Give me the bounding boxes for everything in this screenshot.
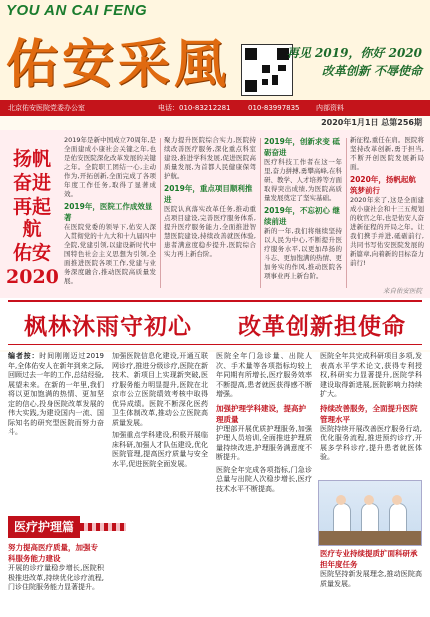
masthead-slogan-1: 再见 2019，你好 2020 [286,46,422,60]
rule [8,344,422,345]
internal-label: 内部资料 [316,104,344,112]
staff-head [392,495,402,505]
column-divider [260,138,261,288]
side-slogan [6,148,58,290]
section-banner: 医疗护理篇 [8,516,80,538]
staff-head [364,495,374,505]
signature: 来自佑安医院 [383,287,422,295]
desk [319,531,421,545]
subheading: 医疗专业持续提质扩面科研承担年度任务 [320,549,418,569]
top-right-column-1 [264,136,342,281]
side-slogan-line: 2020 [6,266,59,288]
lead-paragraph [8,352,104,438]
staff-head [336,495,346,505]
side-slogan-line: 佑安 [12,242,51,264]
side-slogan-line: 奋进 [12,172,51,194]
paragraph: 医院坚持新发展理念,推动医院高质量发展。 [320,570,422,588]
paragraph: 医院认真落实改革任务,推动重点项目建设,完善医疗服务体系,提升医疗服务能力,全面推进智慧医院建设,持续改善就医体验,患者满意度稳步提升,医院综合实力再上新台阶。 [164,205,256,258]
masthead-title: 佑安采風 [6,34,231,95]
column-divider [160,138,161,288]
banner-decoration [80,523,126,531]
article-column-1 [8,352,104,438]
masthead-pinyin: YOU AN CAI FENG [6,2,148,19]
side-slogan-line: 扬帆 [12,148,51,170]
publisher: 北京佑安医院党委办公室 [8,104,85,112]
top-section [0,130,430,298]
intro-paragraph: 2019年是新中国成立70周年,是全面建成小康社会关键之年,也是佑安医院深化改革发展的关键之年。全院职工团结一心,主动作为,开拓创新,全面完成了各项年度工作任务,取得了显著成效。 [64,136,156,198]
paragraph: 2020年来了,这是全面建成小康社会和十三五规划的收官之年,也是佑安人奋进新征程的开局之年。让我们携手并进,砥砺前行,共同书写佑安医院发展的新篇章,向着新的目标奋力前行! [350,196,424,267]
paragraph: 医院全年门急诊量、出院人次、手术量等各项指标均较上年同期有所增长,医疗服务效率不断提高,患者就医获得感不断增强。 [216,352,312,398]
top-left-column [64,136,156,286]
article-column-2 [112,352,208,469]
phone-1: 电话：010-83212281 [158,104,231,112]
paragraph: 医院全年完成各项指标,门急诊总量与出院人次稳步增长,医疗技术水平不断提高。 [216,465,312,493]
lead-text: 时间刚刚迈过2019年,全体佑安人在新年到来之际,回顾过去一年的工作,总结经验,展望未来。在新的一年里,我们将以更加饱满的热情、更加坚定的信心,投身医院改革发展的伟大实践,为建设国内一流、国际知名的研究型医院而努力奋斗。 [8,352,104,436]
paragraph: 加强医院信息化建设,开通互联网诊疗,推进分级诊疗,医院在新技术、新项目上实现新突破,医疗服务能力明显提升,医院在北京市公立医院绩效考核中取得优异成绩。医院不断深化医药卫生体制改革,推动公立医院高质量发展。 [112,352,208,427]
article-column-1-lower [8,542,104,593]
subheading: 持续改善服务，全面提升医院管理水平 [320,403,418,424]
section-heading: 2019年，不忘初心 继续前进 [264,206,340,226]
section-heading: 2019年，医院工作成效显著 [64,202,153,222]
masthead-slogan-2: 改革创新 不辱使命 [321,64,422,78]
paragraph: 在医院党委的领导下,佑安人深入贯彻党的十九大和十九届四中全院,党建引领,以建设新时代中国特色社会主义思想为引领,全面推进医院各项工作,党建与业务深度融合,推动医院高质量发展。 [64,223,156,285]
main-article [0,352,430,617]
article-column-4 [320,352,422,463]
photo-medical-staff [318,480,422,546]
qr-code-icon [241,44,293,96]
top-right-column-2 [350,136,424,268]
subheading: 努力提高医疗质量，加强专科服务能力建设 [8,543,98,563]
main-headline [0,308,430,341]
lead-label: 编者按： [8,352,40,360]
top-mid-column [164,136,256,259]
section-heading: 2019年，重点项目顺利推进 [164,184,253,204]
headline-right: 改革创新担使命 [238,314,407,340]
section-heading: 2019年，创新求变 砥砺奋进 [264,137,340,157]
phone-2: 010-83997835 [248,104,300,112]
date-bar [0,116,430,130]
paragraph: 聚力提升医院综合实力,医院持续改善医疗服务,深化重点科室建设,推进学科发展,促进医院高质量发展,为首都人民健康保驾护航。 [164,136,256,180]
subheading: 加强护理学科建设，提高护理质量 [216,403,306,424]
info-bar [0,100,430,116]
paragraph: 医院持续开展改善医疗服务行动,优化服务流程,推进预约诊疗,开展多学科诊疗,提升患者就医体验。 [320,424,422,461]
article-column-4-lower [320,548,422,589]
paragraph: 医疗科技工作者在这一年里,奋力拼搏,勇攀高峰,在科研、教学、人才培养等方面取得突出成绩,为医院高质量发展奠定了坚实基础。 [264,158,342,202]
masthead [0,0,430,100]
rule [8,300,422,302]
paragraph: 新征程,重任在肩。医院将坚持改革创新,勇于担当,不断开创医院发展新局面。 [350,136,424,171]
paragraph: 新的一年,我们将继续坚持以人民为中心,不断提升医疗服务水平,以更加昂扬的斗志、更加饱满的热情、更加务实的作风,推动医院各项事业再上新台阶。 [264,227,342,280]
headline-area [0,298,430,350]
headline-left: 枫林沐雨守初心 [23,314,192,340]
paragraph: 医院全年共完成科研项目多项,发表高水平学术论文,获得专利授权,科研实力显著提升,医院学科建设取得新进展,医院影响力持续扩大。 [320,352,422,398]
section-heading: 2020年，扬帆起航 筑梦前行 [350,175,416,195]
paragraph: 护理部开展优质护理服务,加强护理人员培训,全面推进护理质量持续改进,护理服务满意度不断提升。 [216,424,312,461]
paragraph: 加强重点学科建设,积极开展临床科研,加强人才队伍建设,优化医院管理,提高医疗质量与安全水平,促进医院全面发展。 [112,431,208,468]
issue-date: 2020年1月1日 总第256期 [321,118,422,127]
article-column-3 [216,352,312,494]
side-slogan-line: 再起航 [12,196,51,240]
paragraph: 开展的诊疗量稳步增长,医院积极推进改革,持续优化诊疗流程,门诊住院服务能力显著提升。 [8,564,104,591]
column-divider [346,138,347,288]
